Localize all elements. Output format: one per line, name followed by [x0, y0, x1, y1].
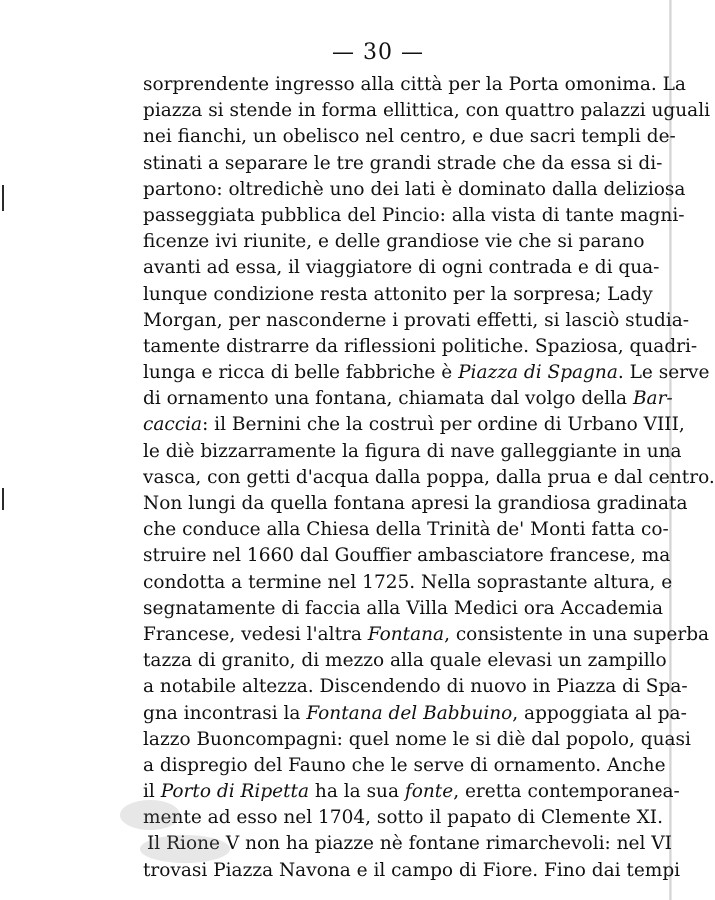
text-segment: struire nel 1660 dal Gouffier ambasciatore francese, ma: [143, 545, 671, 567]
text-line: [143, 72, 686, 98]
text-line: [143, 517, 669, 543]
text-line: [143, 465, 715, 491]
text-segment: mente ad esso nel 1704, sotto il papato di Clemente XI.: [143, 807, 663, 829]
text-line: [143, 334, 698, 360]
text-segment: stinati a separare le tre grandi strade che da essa si di-: [143, 152, 663, 174]
text-line: [143, 439, 682, 465]
text-segment: lazzo Buoncompagni: quel nome le si diè dal popolo, quasi: [143, 728, 691, 750]
text-line: [143, 151, 663, 177]
text-line: [143, 596, 663, 622]
italic-text: Piazza di Spagna: [458, 362, 618, 384]
italic-text: Bar-: [632, 388, 673, 410]
text-line: [143, 491, 688, 517]
text-line: [143, 701, 687, 727]
text-segment: Francese, vedesi l'altra: [143, 623, 368, 645]
text-segment: condotta a termine nel 1725. Nella soprastante altura, e: [143, 571, 673, 593]
text-line: [143, 386, 673, 412]
text-line: [143, 753, 666, 779]
text-line: [143, 98, 711, 124]
scan-edge-mark: [2, 185, 4, 211]
text-line: [143, 858, 681, 884]
text-segment: Il Rione V non ha piazze nè fontane rimarchevoli: nel VI: [147, 833, 672, 855]
italic-text: Porto di Ripetta: [160, 781, 310, 803]
text-segment: di ornamento una fontana, chiamata dal volgo della: [143, 388, 633, 410]
page-number: — 30 —: [332, 40, 424, 65]
text-segment: , eretta contemporanea-: [453, 781, 680, 803]
text-segment: nei fianchi, un obelisco nel centro, e due sacri templi de-: [143, 126, 676, 148]
text-segment: . Le serve: [617, 362, 710, 384]
text-segment: il: [143, 781, 161, 803]
text-segment: : il Bernini che la costruì per ordine di Urbano VIII,: [202, 414, 685, 436]
italic-text: Fontana del Babbuino: [306, 702, 513, 724]
scan-edge-mark: [2, 488, 4, 510]
text-segment: trovasi Piazza Navona e il campo di Fiore. Fino dai tempi: [143, 859, 681, 881]
text-segment: sorprendente ingresso alla città per la Porta omonima. La: [143, 74, 686, 95]
text-segment: gna incontrasi la: [143, 702, 307, 724]
text-segment: piazza si stende in forma ellittica, con quattro palazzi uguali: [143, 100, 711, 122]
page-header: [0, 40, 682, 65]
text-segment: le diè bizzarramente la figura di nave galleggiante in una: [143, 440, 682, 462]
text-line: [143, 805, 663, 831]
text-line: [143, 177, 686, 203]
text-segment: lunque condizione resta attonito per la sorpresa; Lady: [143, 283, 653, 305]
text-segment: , consistente in una superba: [444, 623, 710, 645]
italic-text: Fontana: [367, 623, 445, 645]
text-segment: passeggiata pubblica del Pincio: alla vista di tante magni-: [143, 204, 685, 226]
text-line: [143, 622, 710, 648]
text-line: [143, 203, 685, 229]
text-line: [143, 282, 653, 308]
text-segment: avanti ad essa, il viaggiatore di ogni contrada e di qua-: [143, 257, 660, 279]
text-line: [143, 412, 685, 438]
text-segment: lunga e ricca di belle fabbriche è: [143, 362, 459, 384]
text-segment: ha la sua: [309, 781, 405, 803]
italic-text: fonte: [404, 781, 454, 803]
text-line: [143, 360, 710, 386]
text-segment: che conduce alla Chiesa della Trinità de' Monti fatta co-: [143, 519, 669, 541]
text-segment: partono: oltredichè uno dei lati è dominato dalla deliziosa: [143, 178, 686, 200]
text-line: [143, 255, 660, 281]
italic-text: caccia: [143, 414, 203, 436]
text-segment: Non lungi da quella fontana apresi la grandiosa gradinata: [143, 493, 688, 514]
text-segment: segnatamente di faccia alla Villa Medici ora Accademia: [143, 597, 663, 619]
page-body-text: [143, 72, 715, 884]
text-segment: a notabile altezza. Discendendo di nuovo in Piazza di Spa-: [143, 676, 688, 698]
scan-smudge: [120, 800, 180, 830]
text-line: [143, 308, 690, 334]
text-segment: a dispregio del Fauno che le serve di ornamento. Anche: [143, 754, 666, 776]
text-segment: vasca, con getti d'acqua dalla poppa, dalla prua e dal centro.: [143, 466, 715, 488]
text-line: [143, 779, 680, 805]
text-line: [143, 543, 671, 569]
text-line: [143, 674, 688, 700]
text-line: [143, 124, 676, 150]
text-segment: , appoggiata al pa-: [512, 702, 687, 724]
scan-smudge: [140, 835, 230, 863]
text-segment: Morgan, per nasconderne i provati effetti, si lasciò studia-: [143, 309, 690, 331]
text-line: [143, 648, 667, 674]
text-line: [143, 229, 645, 255]
text-line: [143, 570, 673, 596]
text-segment: tazza di granito, di mezzo alla quale elevasi un zampillo: [143, 650, 667, 672]
text-line: [143, 727, 691, 753]
text-segment: tamente distrarre da riflessioni politiche. Spaziosa, quadri-: [143, 335, 698, 357]
text-segment: ficenze ivi riunite, e delle grandiose vie che si parano: [143, 231, 645, 253]
